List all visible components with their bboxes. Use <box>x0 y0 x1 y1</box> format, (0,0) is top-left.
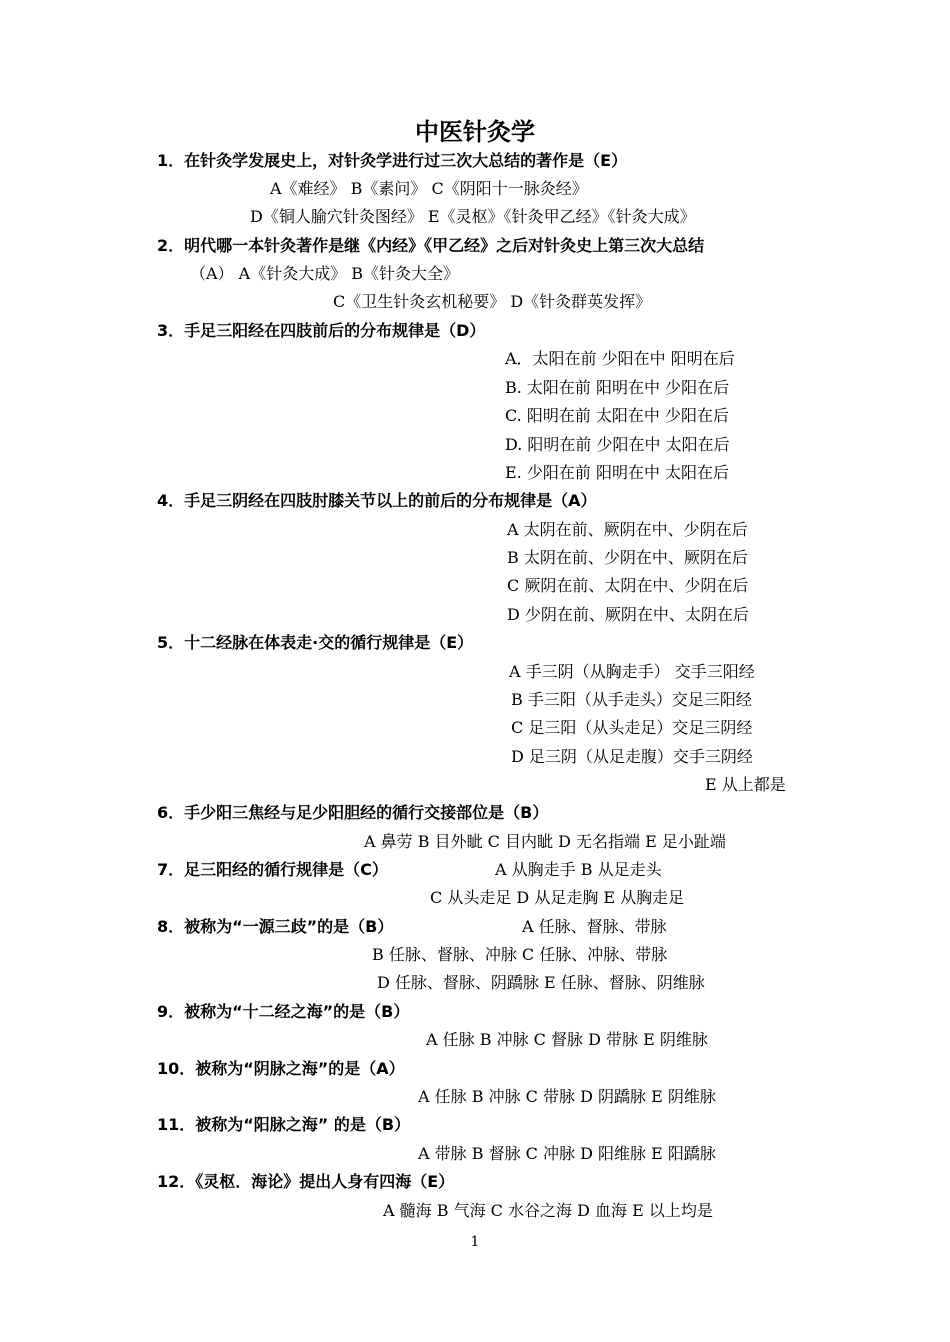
document-title: 中医针灸学 <box>415 118 535 146</box>
question-2-options-line-2: C《卫生针灸玄机秘要》 D《针灸群英发挥》 <box>333 292 652 311</box>
question-6-options: A 鼻劳 B 目外眦 C 目内眦 D 无名指端 E 足小趾端 <box>364 832 726 851</box>
question-5: 5．十二经脉在体表走·交的循行规律是（E） <box>157 633 474 652</box>
question-2: 2．明代哪一本针灸著作是继《内经》《甲乙经》之后对针灸史上第三次大总结 <box>157 236 705 255</box>
question-10-options: A 任脉 B 冲脉 C 带脉 D 阴蹻脉 E 阴维脉 <box>418 1087 716 1106</box>
question-5-option: C 足三阳（从头走足）交足三阴经 <box>511 718 753 737</box>
question-8-options-line-1: B 任脉、督脉、冲脉 C 任脉、冲脉、带脉 <box>372 945 668 964</box>
question-5-option: A 手三阴（从胸走手） 交手三阳经 <box>509 662 755 681</box>
question-1-options-line-2: D《铜人腧穴针灸图经》 E《灵枢》《针灸甲乙经》《针灸大成》 <box>250 207 696 226</box>
question-9: 9．被称为“十二经之海”的是（B） <box>157 1002 410 1021</box>
question-8-options-line-2: D 任脉、督脉、阴蹻脉 E 任脉、督脉、阴维脉 <box>377 973 705 992</box>
question-11: 11．被称为“阳脉之海” 的是（B） <box>157 1115 411 1134</box>
question-4-option: B 太阴在前、少阴在中、厥阴在后 <box>507 548 748 567</box>
question-12-options: A 髓海 B 气海 C 水谷之海 D 血海 E 以上均是 <box>383 1201 713 1220</box>
question-1: 1．在针灸学发展史上，对针灸学进行过三次大总结的著作是（E） <box>157 151 628 170</box>
question-5-option: B 手三阳（从手走头）交足三阳经 <box>511 690 752 709</box>
question-2-options-line-1: （A） A《针灸大成》 B《针灸大全》 <box>190 264 460 283</box>
question-8-options-inline: A 任脉、督脉、带脉 <box>522 917 667 936</box>
question-3-option: C. 阳明在前 太阳在中 少阳在后 <box>505 406 730 425</box>
question-7: 7．足三阳经的循行规律是（C） <box>157 860 388 879</box>
question-4-option: A 太阴在前、厥阴在中、少阴在后 <box>507 520 748 539</box>
question-3-option: E. 少阳在前 阳明在中 太阳在后 <box>505 463 730 482</box>
question-4: 4．手足三阴经在四肢肘膝关节以上的前后的分布规律是（A） <box>157 491 597 510</box>
question-3-option: D. 阳明在前 少阳在中 太阳在后 <box>505 435 730 454</box>
question-9-options: A 任脉 B 冲脉 C 督脉 D 带脉 E 阴维脉 <box>426 1030 708 1049</box>
question-3-option: B. 太阳在前 阳明在中 少阳在后 <box>505 378 730 397</box>
question-5-option: D 足三阴（从足走腹）交手三阴经 <box>511 747 753 766</box>
question-7-options-line-1: C 从头走足 D 从足走胸 E 从胸走足 <box>430 888 685 907</box>
question-4-option: D 少阴在前、厥阴在中、太阴在后 <box>507 605 749 624</box>
question-7-options-inline: A 从胸走手 B 从足走头 <box>495 860 662 879</box>
question-8: 8．被称为“一源三歧”的是（B） <box>157 917 394 936</box>
question-11-options: A 带脉 B 督脉 C 冲脉 D 阳维脉 E 阳蹻脉 <box>418 1144 716 1163</box>
question-3-option: A．太阳在前 少阳在中 阳明在后 <box>505 349 735 368</box>
question-12: 12．《灵枢．海论》提出人身有四海（E） <box>157 1172 455 1191</box>
question-4-option: C 厥阴在前、太阴在中、少阴在后 <box>507 576 749 595</box>
question-1-options-line-1: A《难经》 B《素问》 C《阴阳十一脉灸经》 <box>270 179 588 198</box>
question-3: 3．手足三阳经在四肢前后的分布规律是（D） <box>157 321 486 340</box>
question-5-option: E 从上都是 <box>705 775 786 794</box>
question-10: 10．被称为“阴脉之海”的是（A） <box>157 1059 405 1078</box>
question-6: 6．手少阳三焦经与足少阳胆经的循行交接部位是（B） <box>157 803 549 822</box>
page-number: 1 <box>470 1234 480 1250</box>
